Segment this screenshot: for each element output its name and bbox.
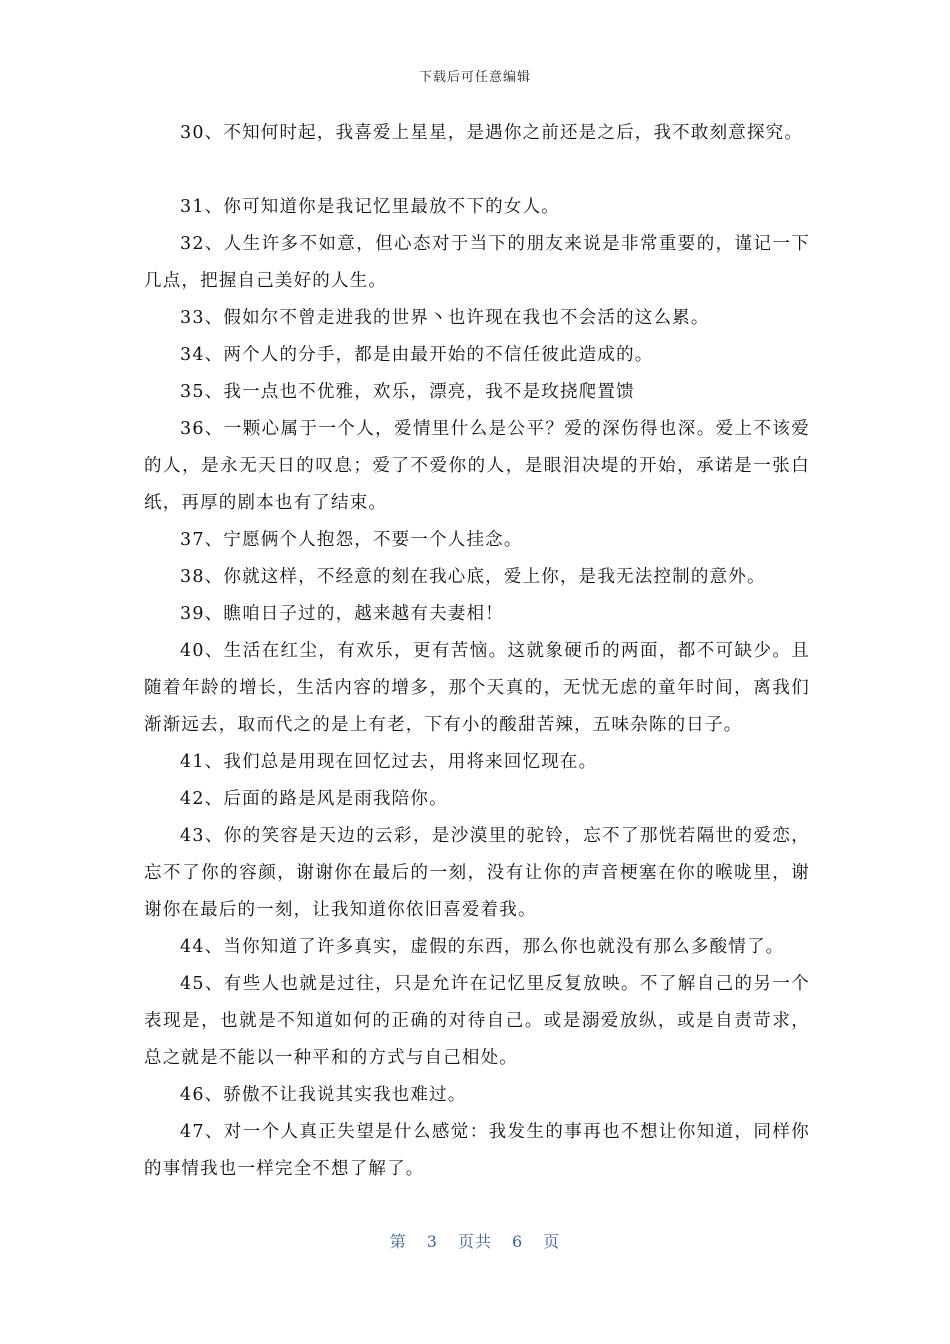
paragraph-39: 39、瞧咱日子过的，越来越有夫妻相！ [180, 604, 504, 624]
paragraph-43: 43、你的笑容是天边的云彩，是沙漠里的驼铃，忘不了那恍若隔世的爱恋，忘不了你的容颜，谢谢你在最后的一刻，没有让你的声音梗塞在你的喉咙里，谢谢你在最后的一刻，让我知道你依旧喜爱着我。 [144, 826, 810, 920]
footer-end-label: 页 [543, 1232, 561, 1251]
paragraph-36: 36、一颗心属于一个人，爱情里什么是公平？爱的深伤得也深。爱上不该爱的人，是永无天日的叹息；爱了不爱你的人，是眼泪决堤的开始，承诺是一张白纸，再厚的剧本也有了结束。 [144, 419, 810, 513]
paragraph-45: 45、有些人也就是过往，只是允许在记忆里反复放映。不了解自己的另一个表现是，也就是不知道如何的正确的对待自己。或是溺爱放纵，或是自责苛求，总之就是不能以一种平和的方式与自己相处。 [144, 974, 810, 1068]
paragraph-47: 47、对一个人真正失望是什么感觉：我发生的事再也不想让你知道，同样你的事情我也一样完全不想了解了。 [144, 1122, 810, 1179]
paragraph-38: 38、你就这样，不经意的刻在我心底，爱上你，是我无法控制的意外。 [180, 567, 766, 587]
paragraph-41: 41、我们总是用现在回忆过去，用将来回忆现在。 [180, 752, 598, 772]
footer-current-page: 3 [426, 1232, 438, 1251]
page-footer [0, 1229, 950, 1252]
paragraph-44: 44、当你知道了许多真实，虚假的东西，那么你也就没有那么多酸情了。 [180, 937, 785, 957]
page-header: 下载后可任意编辑 [418, 70, 531, 85]
paragraph-31: 31、你可知道你是我记忆里最放不下的女人。 [180, 197, 560, 217]
paragraph-34: 34、两个人的分手，都是由最开始的不信任彼此造成的。 [180, 345, 654, 365]
document-body [144, 115, 810, 1188]
paragraph-32: 32、人生许多不如意，但心态对于当下的朋友来说是非常重要的，谨记一下几点，把握自己美好的人生。 [144, 234, 810, 291]
paragraph-42: 42、后面的路是风是雨我陪你。 [180, 789, 448, 809]
paragraph-35: 35、我一点也不优雅，欢乐，漂亮，我不是玫挠爬置馈 [180, 382, 635, 402]
paragraph-46: 46、骄傲不让我说其实我也难过。 [180, 1085, 467, 1105]
footer-page-label: 第 [389, 1232, 407, 1251]
paragraph-30: 30、不知何时起，我喜爱上星星，是遇你之前还是之后，我不敢刻意探究。 [180, 123, 804, 143]
paragraph-37: 37、宁愿俩个人抱怨，不要一个人挂念。 [180, 530, 523, 550]
footer-total-label: 页共 [457, 1232, 492, 1251]
paragraph-33: 33、假如尔不曾走进我的世界丶也许现在我也不会活的这么累。 [180, 308, 710, 328]
paragraph-40: 40、生活在红尘，有欢乐，更有苦恼。这就象硬币的两面，都不可缺少。且随着年龄的增长，生活内容的增多，那个天真的，无忧无虑的童年时间，离我们渐渐远去，取而代之的是上有老，下有小的酸甜苦辣，五味杂陈的日子。 [144, 641, 810, 735]
footer-total-pages: 6 [512, 1232, 524, 1251]
